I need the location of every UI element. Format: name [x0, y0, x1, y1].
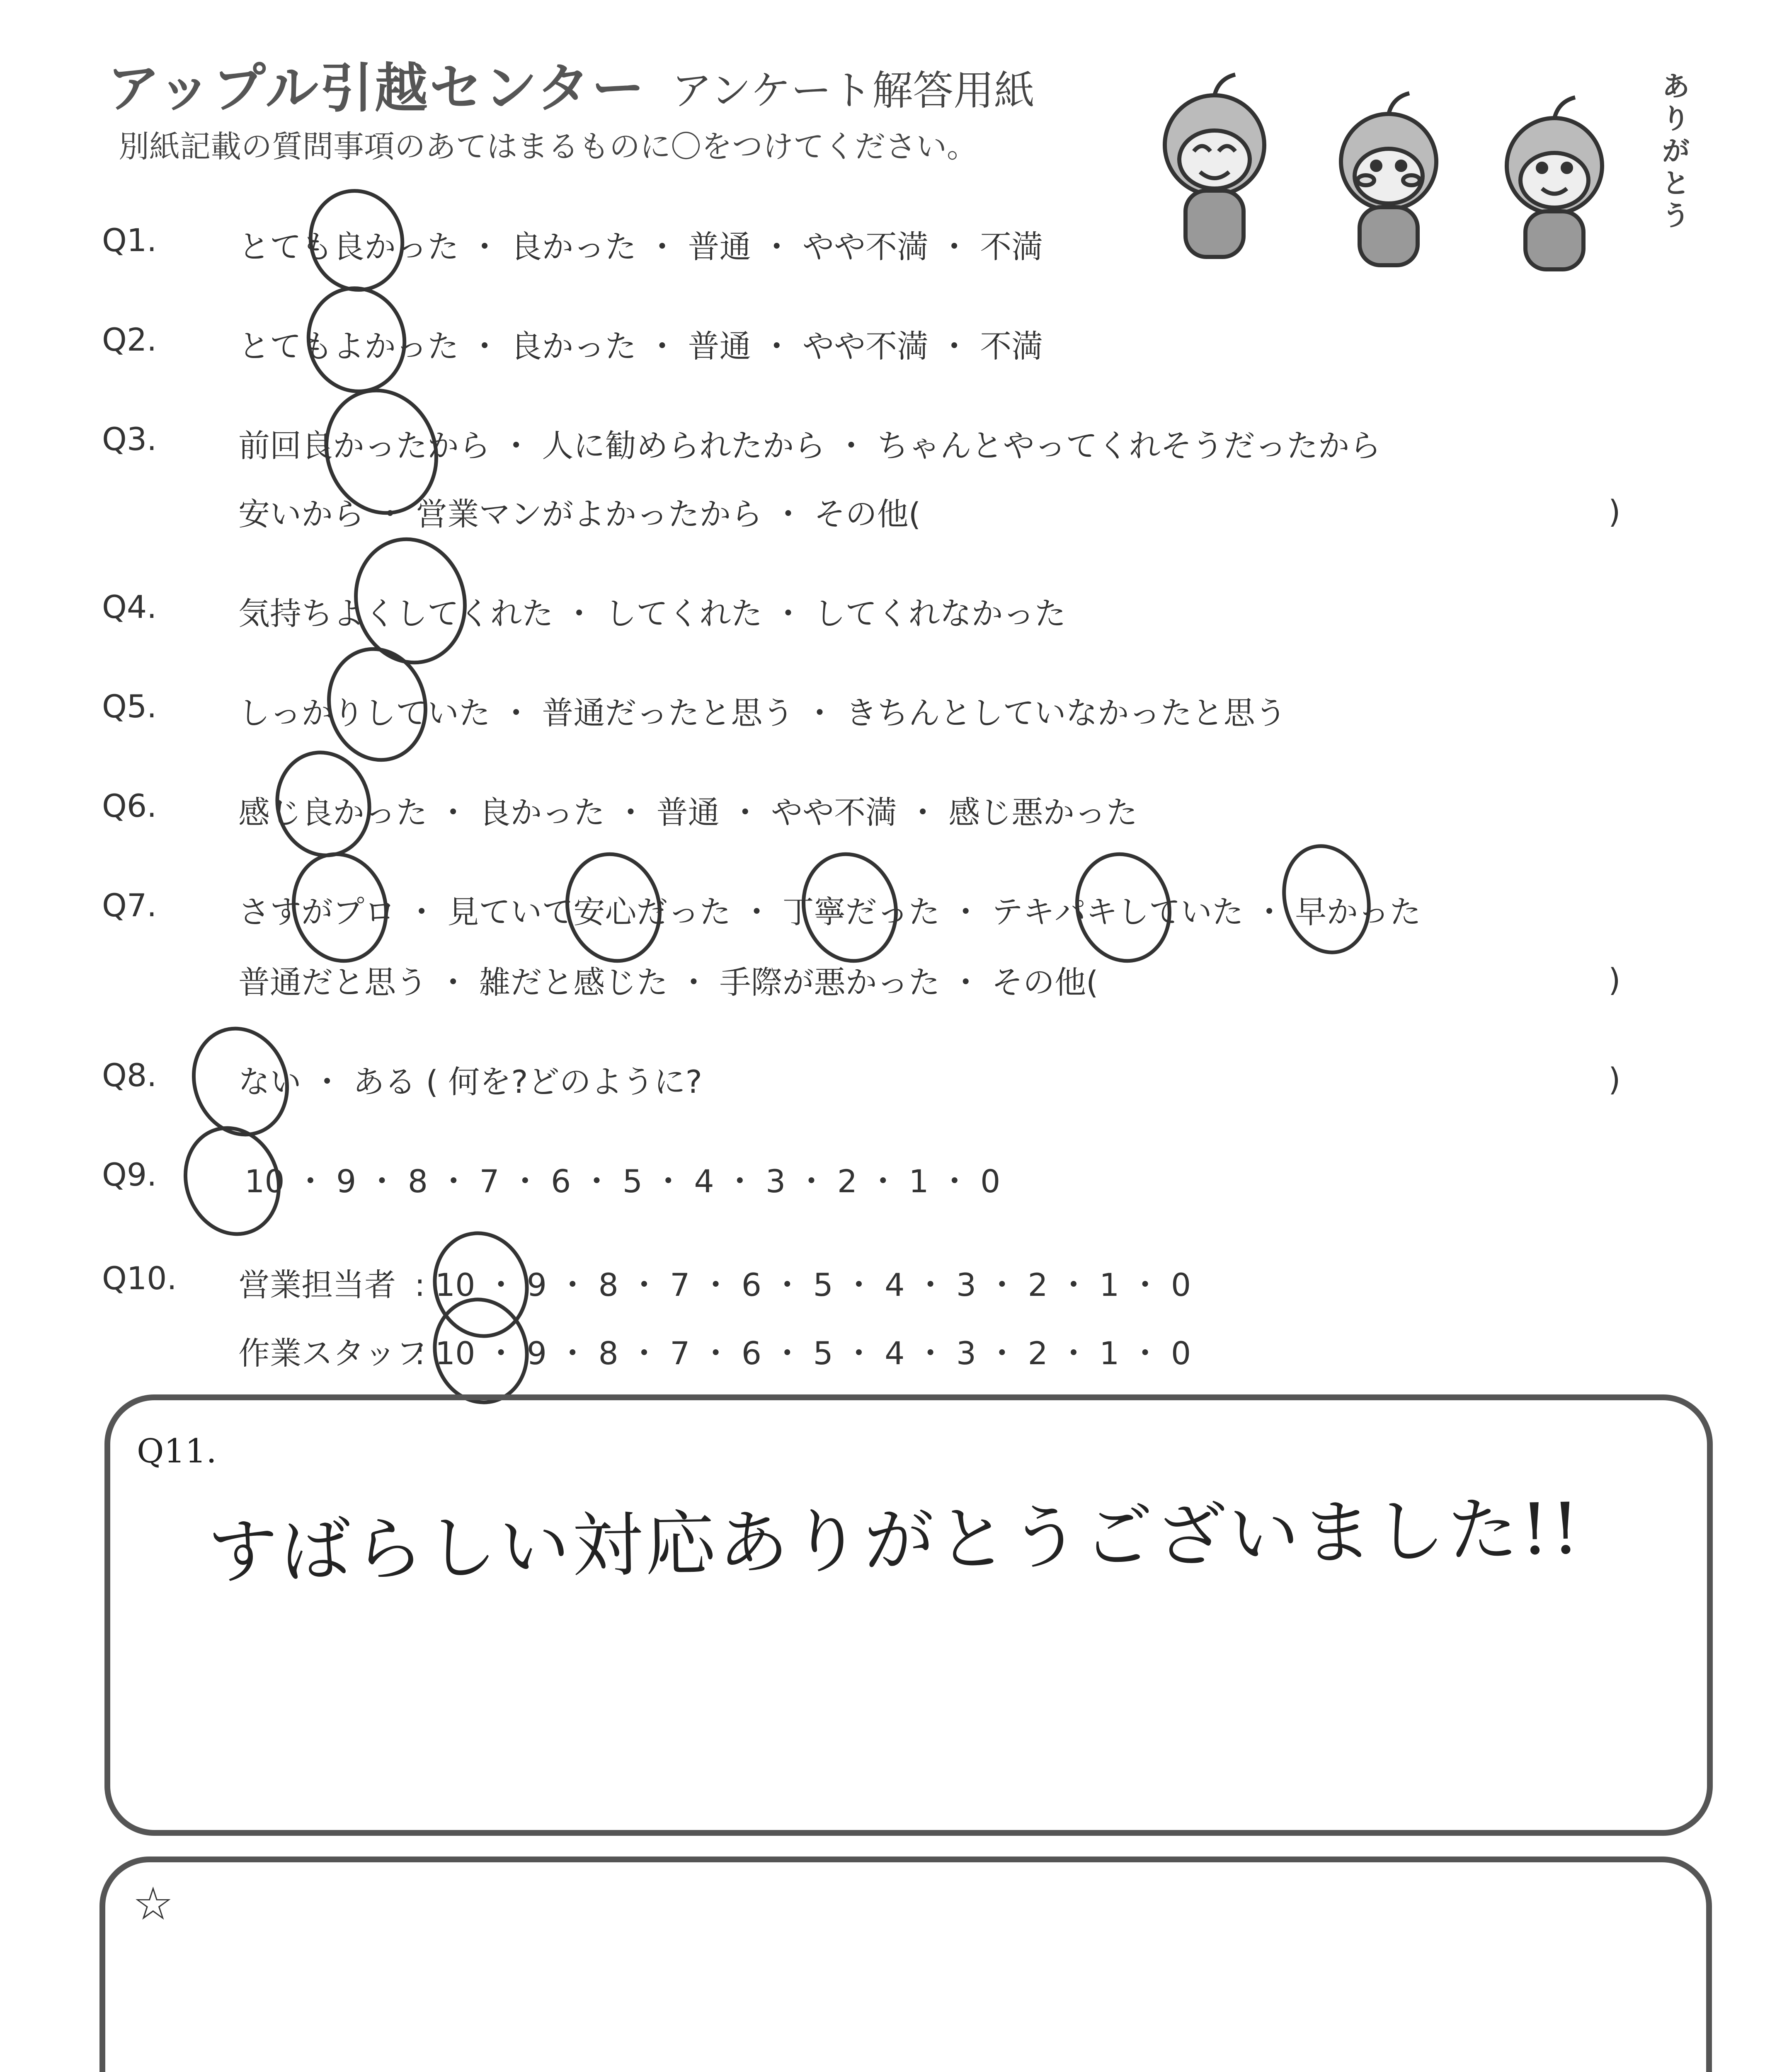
q1-label: Q1.: [102, 222, 157, 259]
q3-close-paren: ): [1608, 493, 1621, 530]
q9-scale: 10 ・ 9 ・ 8 ・ 7 ・ 6 ・ 5 ・ 4 ・ 3 ・ 2 ・ 1 ・ 0: [245, 1163, 1001, 1200]
star-notes-box: [99, 1857, 1712, 2072]
q9-label: Q9.: [102, 1156, 157, 1193]
q2-answer-circle: [297, 277, 416, 402]
q10-staff-label: 作業スタッフ: [238, 1335, 427, 1372]
q2-label: Q2.: [102, 321, 157, 358]
q8-label: Q8.: [102, 1057, 157, 1094]
q4-options: 気持ちよくしてくれた ・ してくれた ・ してくれなかった: [238, 595, 1066, 632]
q7-answer-circle-4: [1065, 844, 1181, 971]
thanks-caption: ありがとう: [1662, 70, 1690, 232]
instruction-text: 別紙記載の質問事項のあてはまるものに〇をつけてください。: [119, 129, 977, 165]
q2-options: とてもよかった ・ 良かった ・ 普通 ・ やや不満 ・ 不満: [238, 328, 1043, 365]
q3-options-line1: 前回良かったから ・ 人に勧められたから ・ ちゃんとやってくれそうだったから: [238, 427, 1381, 464]
company-title: アップル引越センター: [107, 58, 646, 119]
q7-label: Q7.: [102, 887, 157, 924]
q3-answer-circle: [310, 375, 453, 529]
q5-label: Q5.: [102, 688, 157, 725]
q5-answer-circle: [317, 638, 438, 771]
q11-handwritten-comment: すばらしい対応ありがとうございました!!: [206, 1488, 1583, 1594]
q3-label: Q3.: [102, 421, 157, 457]
q5-options: しっかりしていた ・ 普通だったと思う ・ きちんとしていなかったと思う: [238, 695, 1287, 731]
q3-options-line2: 安いから ・ 営業マンがよかったから ・ その他(: [238, 496, 921, 533]
q6-options: 感じ良かった ・ 良かった ・ 普通 ・ やや不満 ・ 感じ悪かった: [238, 794, 1138, 831]
q10-label: Q10.: [102, 1260, 177, 1297]
q8-close-paren: ): [1608, 1061, 1621, 1098]
q10-sales-label: 営業担当者: [238, 1266, 396, 1303]
form-title: アンケート解答用紙: [672, 67, 1035, 114]
q7-answer-circle-2: [555, 844, 672, 971]
star-icon: ☆: [133, 1877, 174, 1930]
q9-answer-circle: [171, 1115, 293, 1247]
q7-options-line2: 普通だと思う ・ 雑だと感じた ・ 手際が悪かった ・ その他(: [238, 964, 1098, 1001]
q7-answer-circle-3: [792, 844, 908, 971]
q1-options: とても良かった ・ 良かった ・ 普通 ・ やや不満 ・ 不満: [238, 228, 1043, 265]
q4-label: Q4.: [102, 588, 157, 625]
q11-comment-box: [104, 1394, 1713, 1836]
q7-answer-circle-5: [1273, 837, 1380, 962]
q6-answer-circle: [266, 742, 381, 866]
q6-label: Q6.: [102, 787, 157, 824]
q7-options-line1: さすがプロ ・ 見ていて安心だった ・ 丁寧だった ・ テキパキしていた ・ 早かった: [238, 893, 1421, 930]
q7-answer-circle-1: [282, 844, 398, 971]
q10-staff-scale: : 10 ・ 9 ・ 8 ・ 7 ・ 6 ・ 5 ・ 4 ・ 3 ・ 2 ・ 1 ・ 0: [415, 1335, 1191, 1372]
q10-sales-scale: : 10 ・ 9 ・ 8 ・ 7 ・ 6 ・ 5 ・ 4 ・ 3 ・ 2 ・ 1 ・ 0: [415, 1266, 1191, 1303]
q7-close-paren: ): [1608, 961, 1621, 998]
q4-answer-circle: [342, 527, 479, 675]
q8-options: ない ・ ある ( 何を?どのように?: [238, 1063, 702, 1100]
q11-label: Q11.: [137, 1432, 217, 1470]
q1-answer-circle: [300, 181, 414, 300]
q8-answer-circle: [179, 1015, 302, 1148]
